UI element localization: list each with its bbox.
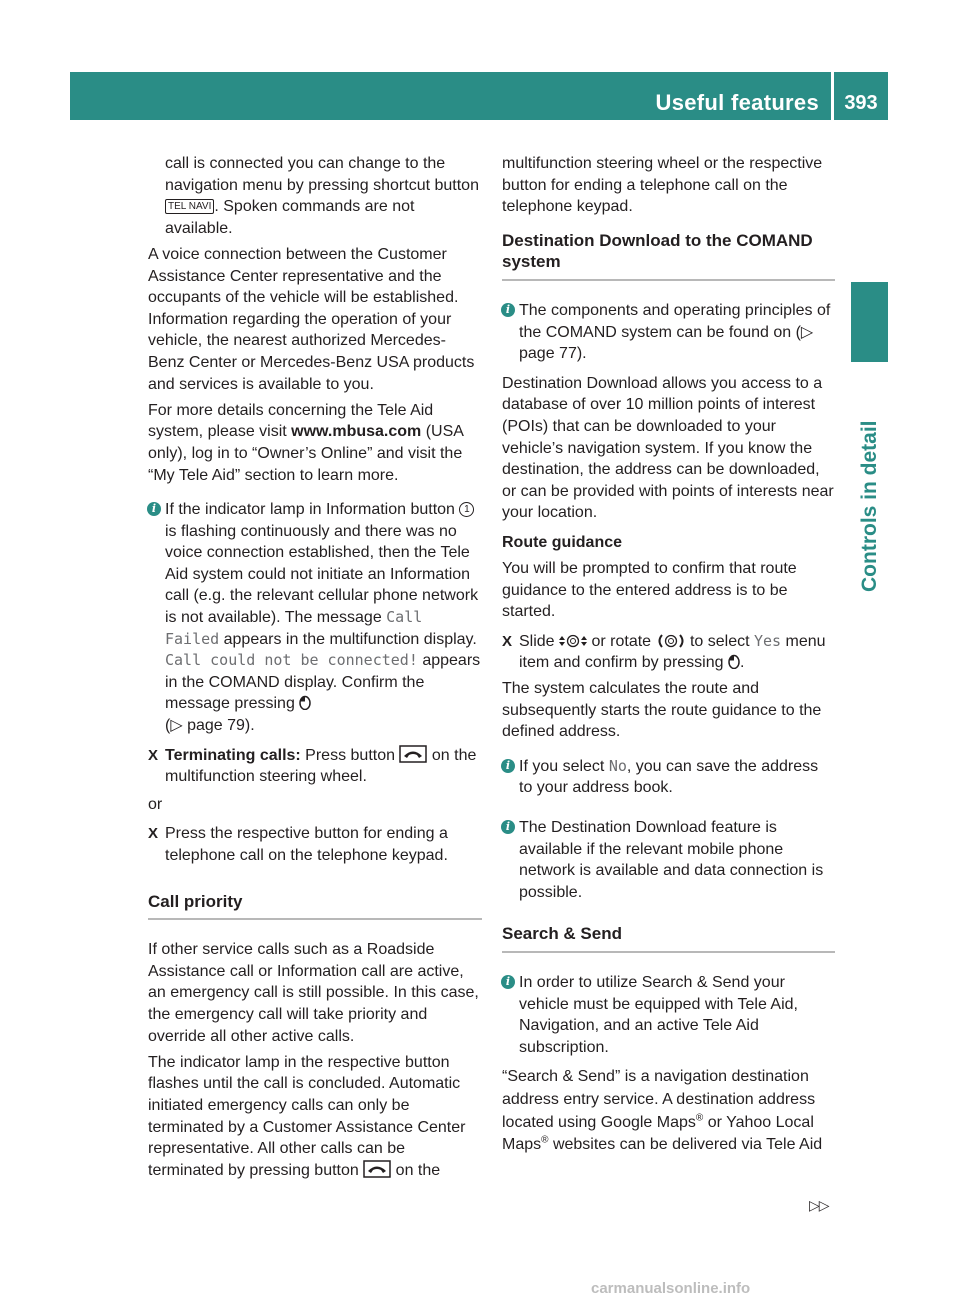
end-call-button-icon: [363, 1160, 391, 1178]
registered-mark: ®: [695, 1112, 704, 1124]
continued-paragraph: call is connected you can change to the navigation menu by pressing shortcut button TEL NAVI . Spoken commands are not available.: [165, 155, 479, 237]
paragraph-more-details: For more details concerning the Tele Aid system, please visit www.mbusa.com (USA only), log in to “Owner’s Online” and visit the “My Tele Aid” section to learn more.: [148, 401, 464, 484]
section-title: Useful features: [655, 90, 819, 115]
heading-search-send: Search & Send: [502, 923, 835, 953]
left-column: [148, 153, 482, 1186]
info-icon: i: [501, 759, 515, 773]
step-select-yes: X Slide or rotate to select Yes menu item and confirm by pressing .: [502, 631, 826, 672]
right-column: [502, 153, 835, 1161]
note-select-no: i If you select No, you can save the address to your address book.: [502, 756, 835, 799]
note-indicator-lamp: i If the indicator lamp in Information button 1 is flashing continuously and there was no voice connection established, then the Tele Aid system could not initiate an Information call (e.g. the relevant cellular phone network is not available). The message Call Failed appears in the multifunction display. Call could not be connected! appears in the COMAND display. Confirm the message pressing (▷ page 79).: [148, 499, 482, 737]
page-number: 393: [844, 92, 878, 114]
controller-press-icon: [728, 654, 740, 669]
or-text: or: [148, 795, 163, 813]
controller-slide-icon: [559, 634, 587, 648]
step-x-icon: X: [502, 632, 513, 650]
subheading-route-guidance: Route guidance: [502, 533, 623, 551]
continued-paragraph: multifunction steering wheel or the respective button for ending a telephone call on the telephone keypad.: [502, 155, 823, 216]
header-bar: [70, 72, 888, 120]
paragraph-route-prompt: You will be prompted to confirm that route guidance to the entered address is to be started.: [502, 560, 797, 621]
heading-call-priority: Call priority: [148, 891, 482, 921]
watermark: carmanualsonline.info: [591, 1280, 751, 1297]
side-tab-label: Controls in detail: [858, 420, 881, 592]
info-icon: i: [501, 303, 515, 317]
controller-press-icon: [299, 695, 311, 710]
info-icon: i: [147, 502, 161, 516]
paragraph-system-calculates: The system calculates the route and subsequently starts the route guidance to the defined address.: [502, 680, 822, 741]
heading-destination-download: Destination Download to the COMAND system: [502, 230, 835, 281]
info-icon: i: [501, 975, 515, 989]
note-comand-components: i The components and operating principles of the COMAND system can be found on (▷ page 77).: [502, 300, 835, 365]
note-search-send-requirements: i In order to utilize Search & Send your vehicle must be equipped with Tele Aid, Navigation, and an active Tele Aid subscription.: [502, 972, 835, 1058]
message-call-failed: Call Failed: [165, 608, 423, 648]
step-keypad: X Press the respective button for ending a telephone call on the telephone keypad.: [148, 825, 448, 864]
mbusa-link[interactable]: www.mbusa.com: [291, 423, 422, 441]
end-call-button-icon: [399, 745, 427, 763]
info-icon: i: [501, 820, 515, 834]
number-1-icon: 1: [459, 502, 474, 517]
step-x-icon: X: [148, 746, 159, 764]
registered-mark: ®: [541, 1134, 549, 1146]
menu-item-yes: Yes: [754, 631, 782, 650]
message-call-not-connected: Call could not be connected!: [165, 651, 418, 670]
paragraph-indicator-lamp: The indicator lamp in the respective button flashes until the call is concluded. Automatic initiated emergency calls can only be terminated by a Customer Assistance Center representative. All other calls can be terminated by pressing button on the: [148, 1053, 466, 1179]
controller-rotate-icon: [656, 634, 686, 648]
step-x-icon: X: [148, 825, 159, 843]
tel-navi-key-icon: TEL NAVI: [165, 199, 214, 214]
menu-item-no: No: [608, 756, 627, 775]
paragraph-destination-download: Destination Download allows you access to a database of over 10 million points of interest (POIs) that can be downloaded to your vehicle’s navigation system. If you know the destination, the address can be downloaded, or can be provided with points of interests near your location.: [502, 374, 834, 522]
note-availability: i The Destination Download feature is available if the relevant mobile phone network is available and data connection is possible.: [502, 817, 835, 903]
continue-arrows-icon: ▷▷: [809, 1197, 829, 1213]
paragraph-search-send: “Search & Send” is a navigation destination address entry service. A destination address located using Google Maps® or Yahoo Local Maps® websites can be delivered via Tele Aid: [502, 1068, 823, 1154]
paragraph-voice-connection: A voice connection between the Customer Assistance Center representative and the occupants of the vehicle will be established. Information regarding the operation of your vehicle, the nearest authorized Mercedes-Benz Center or Mercedes-Benz USA products and services is available to you.: [148, 245, 475, 393]
step-terminating-calls: X Terminating calls: Press button on the multifunction steering wheel.: [148, 746, 477, 786]
side-tab-marker: [851, 282, 888, 362]
paragraph-call-priority: If other service calls such as a Roadside Assistance call or Information call are active, an emergency call is still possible. In this case, the emergency call will take priority and override all other active calls.: [148, 941, 479, 1045]
